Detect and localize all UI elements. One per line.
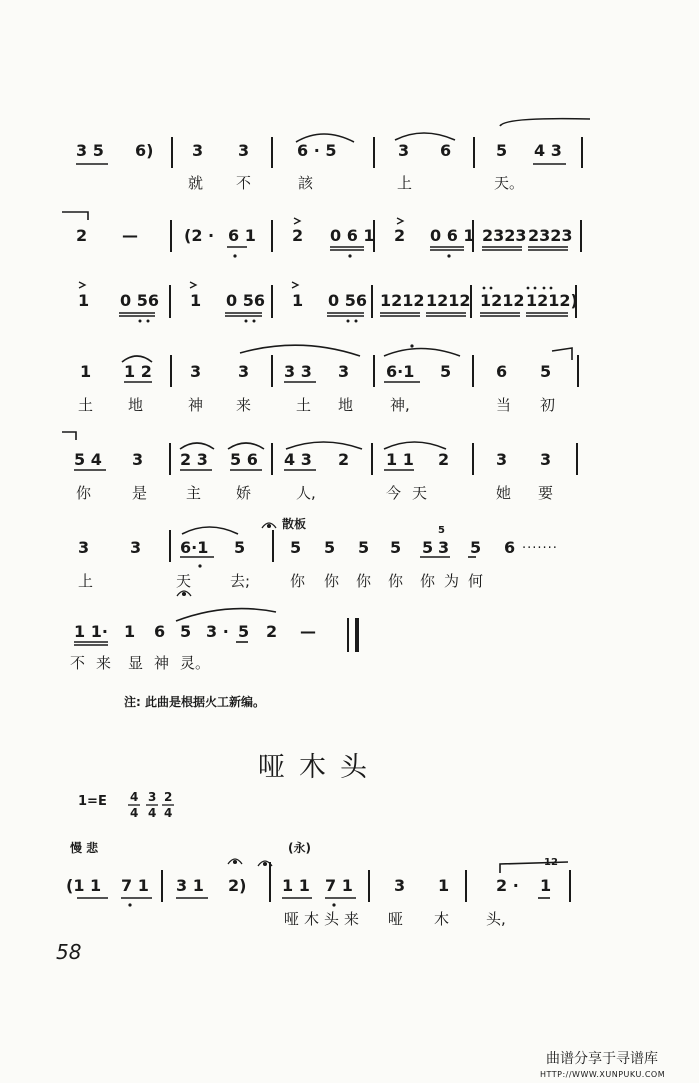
lyric: 是	[132, 484, 148, 502]
lyric: 天	[412, 484, 428, 502]
note: (1 1	[66, 876, 102, 895]
note: 5	[422, 538, 434, 557]
lyric: 土	[296, 396, 312, 414]
time-sig-num: 3	[148, 790, 157, 804]
note: 1212	[426, 291, 471, 310]
time-sig-num: 2	[164, 790, 173, 804]
note: 5	[496, 141, 508, 160]
note: 1	[292, 291, 304, 310]
note: 2323	[528, 226, 573, 245]
continuation-dots: ·······	[522, 541, 558, 556]
lyric: 当	[496, 396, 512, 414]
note: 3	[238, 362, 250, 381]
note: 7 1	[325, 876, 353, 895]
note: 2 ·	[496, 876, 519, 895]
lyric: 人,	[296, 484, 316, 502]
note: 5	[290, 538, 302, 557]
lyric: 你	[420, 572, 436, 590]
note: 2	[338, 450, 350, 469]
lyric: 头,	[486, 910, 506, 928]
note: 5 6	[230, 450, 258, 469]
lyric: 显	[128, 654, 144, 672]
lyric: 哑	[284, 910, 300, 928]
lyric: 土	[78, 396, 94, 414]
time-sig-den: 4	[164, 806, 173, 820]
lyric: 就	[188, 174, 204, 192]
note: 4 3	[534, 141, 562, 160]
voice-marking: (永)	[288, 841, 311, 855]
lyric: 来	[236, 396, 252, 414]
note: 3 1	[176, 876, 204, 895]
note: 5	[180, 622, 192, 641]
note: 2323	[482, 226, 527, 245]
note: 3	[398, 141, 410, 160]
footnote: 注: 此曲是根据火工新编。	[124, 695, 265, 709]
note: 6	[496, 362, 508, 381]
note: 5	[238, 622, 250, 641]
note: 1212	[380, 291, 425, 310]
lyric: 你	[290, 572, 306, 590]
lyric: 該	[298, 174, 314, 192]
note: 3 3	[284, 362, 312, 381]
note: 1 2	[124, 362, 152, 381]
lyric: 来	[344, 910, 360, 928]
note: 3	[130, 538, 142, 557]
note: 3	[496, 450, 508, 469]
note: 6	[440, 141, 452, 160]
note: 4 3	[284, 450, 312, 469]
lyric: 哑	[388, 910, 404, 928]
lyric: 娇	[236, 484, 252, 502]
note: —	[122, 226, 138, 245]
time-sig-den: 4	[130, 806, 139, 820]
lyric: 为	[444, 572, 460, 590]
lyric: 灵。	[180, 654, 211, 672]
lyric: 天。	[494, 174, 525, 192]
lyric: 去;	[230, 572, 251, 590]
note: 2	[292, 226, 304, 245]
note: 6·1	[180, 538, 209, 557]
lyric: 头	[324, 910, 340, 928]
lyric: 你	[356, 572, 372, 590]
note: 3	[394, 876, 406, 895]
note: 3	[78, 538, 90, 557]
note: 1 1·	[74, 622, 108, 641]
note: 2	[394, 226, 406, 245]
tempo-marking: 散板	[282, 517, 307, 531]
watermark-url: HTTP://WWW.XUNPUKU.COM	[540, 1070, 666, 1079]
lyric: 初	[540, 396, 556, 414]
note: 1212)	[526, 291, 578, 310]
note: 0 56	[226, 291, 265, 310]
lyric: 不	[70, 654, 86, 672]
note: (2 ·	[184, 226, 215, 245]
lyric: 今	[386, 484, 402, 502]
grace-note: 12	[544, 857, 558, 868]
note: 3	[190, 362, 202, 381]
note: 1	[80, 362, 92, 381]
note: 3	[192, 141, 204, 160]
note: 0 56	[120, 291, 159, 310]
lyric: 地	[128, 396, 144, 414]
lyric: 神,	[390, 396, 410, 414]
note: 6	[504, 538, 516, 557]
song-title: 哑木头	[258, 752, 381, 783]
note: 2)	[228, 876, 247, 895]
page-number: 58	[56, 940, 82, 964]
note: 1 1	[282, 876, 310, 895]
lyric: 你	[76, 484, 92, 502]
note: 6·1	[386, 362, 415, 381]
note: 6 · 5	[297, 141, 337, 160]
lyric: 上	[78, 572, 94, 590]
note: 1	[78, 291, 90, 310]
note: 5	[440, 362, 452, 381]
note: 0 56	[328, 291, 367, 310]
note: 3	[338, 362, 350, 381]
lyric: 上	[397, 174, 413, 192]
note: 5	[234, 538, 246, 557]
note: 5	[324, 538, 336, 557]
note: 3 ·	[206, 622, 229, 641]
note: 2	[438, 450, 450, 469]
note: 2	[266, 622, 278, 641]
time-sig-den: 4	[148, 806, 157, 820]
lyric: 不	[236, 174, 252, 192]
note: 6	[154, 622, 166, 641]
lyric: 神	[154, 654, 170, 672]
lyric: 来	[96, 654, 112, 672]
note: 1	[540, 876, 552, 895]
note: 5	[358, 538, 370, 557]
lyric: 神	[188, 396, 204, 414]
note: 1212	[480, 291, 525, 310]
lyric: 你	[324, 572, 340, 590]
note: 2	[76, 226, 88, 245]
note: 3	[238, 141, 250, 160]
lyric: 你	[388, 572, 404, 590]
note: 3	[540, 450, 552, 469]
key-signature: 1=E	[78, 794, 107, 809]
note: 7 1	[121, 876, 149, 895]
note: 2 3	[180, 450, 208, 469]
grace-note: 5	[438, 525, 445, 536]
time-sig-num: 4	[130, 790, 139, 804]
note: 3 5	[76, 141, 104, 160]
tempo-marking: 慢 悲	[70, 841, 99, 855]
lyric: 木	[304, 910, 320, 928]
note: 5	[470, 538, 482, 557]
note: 5	[540, 362, 552, 381]
lyric: 木	[434, 910, 450, 928]
note: 6)	[135, 141, 154, 160]
lyric: 天	[176, 572, 192, 590]
note: 1	[190, 291, 202, 310]
watermark-text: 曲谱分享于寻谱库	[546, 1051, 658, 1067]
note: 0 6 1	[330, 226, 375, 245]
note: 5	[390, 538, 402, 557]
lyric: 要	[538, 484, 554, 502]
lyric: 主	[186, 484, 202, 502]
lyric: 地	[338, 396, 354, 414]
note: 3	[438, 538, 450, 557]
note: 1	[438, 876, 450, 895]
note: —	[300, 622, 316, 641]
lyric: 她	[496, 484, 512, 502]
note: 6 1	[228, 226, 256, 245]
lyric: 何	[468, 572, 484, 590]
note: 3	[132, 450, 144, 469]
note: 5 4	[74, 450, 102, 469]
note: 0 6 1	[430, 226, 475, 245]
note: 1 1	[386, 450, 414, 469]
note: 1	[124, 622, 136, 641]
